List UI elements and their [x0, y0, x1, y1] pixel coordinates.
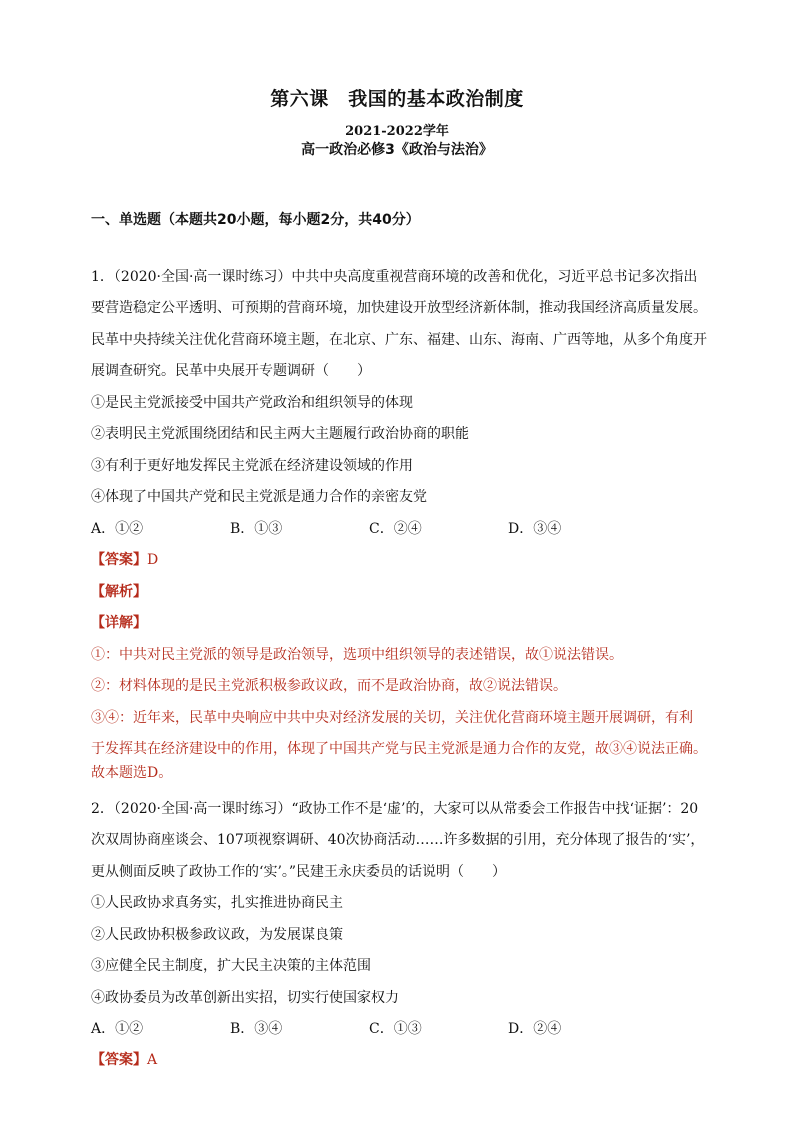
question-1-option-d: D．③④	[508, 521, 562, 537]
question-1-explanation-line: ②：材料体现的是民主党派积极参政议政，而不是政治协商，故②说法错误。	[91, 678, 567, 694]
section-heading: 一、单选题（本题共20小题，每小题2分，共40分）	[91, 212, 420, 228]
course-subtitle: 高一政治必修3《政治与法治》	[301, 142, 493, 158]
question-2-statement: ③应健全民主制度，扩大民主决策的主体范围	[91, 958, 371, 974]
answer-value: A	[147, 1052, 158, 1068]
answer-value: D	[147, 552, 159, 568]
question-1-explanation-line: ③④：近年来，民革中央响应中共中央对经济发展的关切，关注优化营商环境主题开展调研，有利	[91, 710, 693, 726]
question-2-stem-line: 更从侧面反映了政协工作的‘实’。”民建王永庆委员的话说明（ ）	[91, 864, 507, 880]
answer-label: 【答案】	[91, 1052, 147, 1068]
question-2-statement: ②人民政协积极参政议政，为发展谋良策	[91, 927, 343, 943]
question-2-option-d: D．②④	[508, 1021, 562, 1037]
question-2-stem-line: 2．（2020·全国·高一课时练习）“政协工作不是‘虚’的，大家可以从常委会工作报告中找‘证据’：20	[91, 801, 699, 817]
question-1-statement: ③有利于更好地发挥民主党派在经济建设领域的作用	[91, 458, 413, 474]
question-1-statement: ④体现了中国共产党和民主党派是通力合作的亲密友党	[91, 489, 427, 505]
question-2-answer	[91, 1051, 157, 1069]
question-1-statement: ①是民主党派接受中国共产党政治和组织领导的体现	[91, 395, 413, 411]
question-1-detail-label: 【详解】	[91, 615, 147, 631]
question-1-stem-line: 展调查研究。民革中央展开专题调研（ ）	[91, 363, 371, 379]
lesson-title: 第六课 我国的基本政治制度	[270, 88, 524, 110]
question-1-answer	[91, 551, 158, 569]
school-year: 2021-2022学年	[345, 124, 449, 139]
question-1-explanation-line: 于发挥其在经济建设中的作用，体现了中国共产党与民主党派是通力合作的友党，故③④说法正确。	[91, 741, 707, 757]
question-1-stem-line: 1．（2020·全国·高一课时练习）中共中央高度重视营商环境的改善和优化，习近平总书记多次指出	[91, 269, 698, 285]
question-1-statement: ②表明民主党派围绕团结和民主两大主题履行政治协商的职能	[91, 426, 469, 442]
question-1-stem-line: 要营造稳定公平透明、可预期的营商环境，加快建设开放型经济新体制，推动我国经济高质量发展。	[91, 300, 707, 316]
question-1-explanation-line: 故本题选D。	[91, 765, 173, 781]
question-2-statement: ①人民政协求真务实，扎实推进协商民主	[91, 895, 343, 911]
question-2-statement: ④政协委员为改革创新出实招，切实行使国家权力	[91, 990, 399, 1006]
question-2-option-c: C．①③	[369, 1021, 422, 1037]
question-1-explanation-line: ①：中共对民主党派的领导是政治领导，选项中组织领导的表述错误，故①说法错误。	[91, 647, 623, 663]
question-1-option-c: C．②④	[369, 521, 422, 537]
question-2-option-a: A．①②	[91, 1021, 144, 1037]
question-1-option-a: A．①②	[91, 521, 144, 537]
question-1-stem-line: 民革中央持续关注优化营商环境主题，在北京、广东、福建、山东、海南、广西等地，从多个角度开	[91, 332, 707, 348]
question-1-option-b: B．①③	[230, 521, 283, 537]
question-2-option-b: B．③④	[230, 1021, 283, 1037]
question-2-stem-line: 次双周协商座谈会、107项视察调研、40次协商活动……许多数据的引用，充分体现了报告的‘实’，	[91, 832, 705, 848]
answer-label: 【答案】	[91, 552, 147, 568]
question-1-analysis-label: 【解析】	[91, 584, 147, 600]
